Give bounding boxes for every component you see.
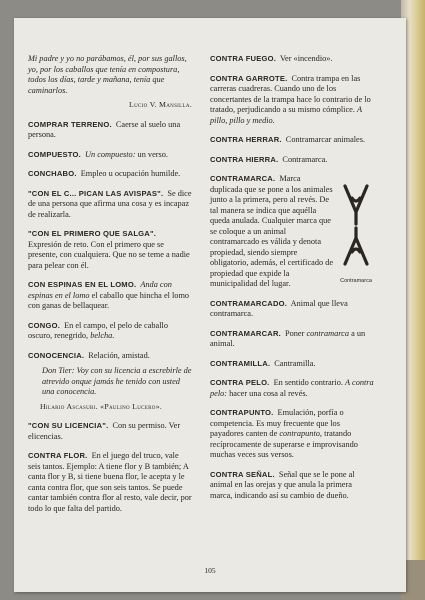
entry-contra-garrote: CONTRA GARROTE. Contra trampa en las carreras cuadreras. Cuando uno de los concertantes de la trampa hace lo contrario de lo tratado, perjudicando a su mismo cómplice. A pillo, pillo y medio. (210, 73, 371, 125)
entry-contra-hierra: CONTRA HIERRA. Contramarca. (210, 154, 328, 164)
entry-congo: CONGO. En el campo, el pelo de caballo oscuro, renegrido, belcha. (28, 320, 168, 340)
entry-contra-herrar: CONTRA HERRAR. Contramarcar animales. (210, 135, 366, 144)
entry-con-espinas: CON ESPINAS EN EL LOMO. Anda con espinas en el lomo el caballo que hincha el lomo con ganas de bellaquear. (28, 280, 190, 310)
book-page (14, 18, 406, 592)
entry-contra-pelo: CONTRA PELO. En sentido contrario. A contra pelo: hacer una cosa al revés. (210, 378, 374, 398)
entry-contramarcado: CONTRAMARCADO. Animal que lleva contramarca. (210, 298, 348, 318)
entry-contramarca: CONTRAMARCA. Marca duplicada que se pone a los animales junto a la primera, pero al revés. De tal manera se indica que aquélla queda anulada. Cualquier marca que se coloque a un animal contramarcado es válida y denota propiedad, siendo siempre obligatorio, además, el certificado de propiedad que expide la municipalidad del lugar. (210, 174, 334, 288)
entry-con-su-licencia: "CON SU LICENCIA". Con su permiso. Ver elicencias. (28, 421, 181, 441)
entry-contramarcar: CONTRAMARCAR. Poner contramarca a un animal. (210, 328, 366, 348)
contramarca-figure (336, 178, 376, 286)
entry-conchabo: CONCHABO. Empleo u ocupación humilde. (28, 169, 181, 178)
contramarca-entry-with-figure (210, 174, 374, 290)
quote-ascasubi: Don Tier: Voy con su licencia a escrebirle de atrevido onque jamás he tenido con usted una conocencia. (42, 366, 192, 396)
entry-contra-flor: CONTRA FLOR. En el juego del truco, vale seis tantos. Ejemplo: A tiene flor y B también; A canta flor y B, si tiene buena flor, le acepta y le canta contra flor, que son seis tantos. Se puede cantar también contra flor al resto, vale decir, por todo lo que falta del partido. (28, 451, 192, 513)
figure-caption: Contramarca (340, 277, 372, 284)
entry-contramilla: CONTRAMILLA. Cantramilla. (210, 358, 316, 368)
entry-contrapunto: CONTRAPUNTO. Emulación, porfía o competencia. Es muy frecuente que los payadores canten de contrapunto, tratando recíprocamente de superarse e improvisando muchas veces sus versos. (210, 408, 358, 459)
quote-mansilla: Mi padre y yo no parábamos, él, por sus gallos, yo, por los caballos que tenía en compostura, todos los días, tarde y mañana, tenía que caminarlos. (28, 54, 187, 95)
left-column (28, 54, 192, 523)
attribution-ascasubi: Hilario Ascasubi. «Paulino Lucero». (40, 401, 163, 411)
entry-contra-fuego: CONTRA FUEGO. Ver «incendio». (210, 54, 333, 63)
page-number: 105 (204, 566, 216, 575)
entry-conocencia: CONOCENCIA. Relación, amistad. (28, 350, 150, 360)
entry-comprar-terreno: COMPRAR TERRENO. Caerse al suelo una persona. (28, 119, 181, 139)
entry-compuesto: COMPUESTO. Un compuesto: un verso. (28, 149, 168, 159)
entry-con-el-primero: "CON EL PRIMERO QUE SALGA". Expresión de reto. Con el primero que se presente, con cualquiera. Que no se teme a nadie para pelear con él. (28, 229, 190, 270)
attribution-mansilla: Lucio V. Mansilla. (129, 100, 192, 109)
right-column (210, 54, 374, 510)
entry-contra-senal: CONTRA SEÑAL. Señal que se le pone al animal en las orejas y que anula la primera marca, indicando así su cambio de dueño. (210, 469, 355, 500)
entry-con-el-c-pican: "CON EL C... PICAN LAS AVISPAS". Se dice de una persona que afirma una cosa y es incapaz de realizarla. (28, 188, 192, 219)
brand-mark-icon (336, 178, 376, 270)
